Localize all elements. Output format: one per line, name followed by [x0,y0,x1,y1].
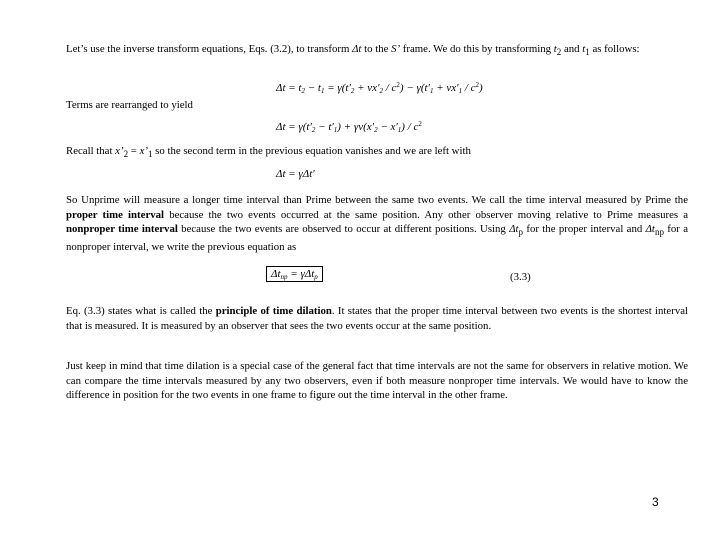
rearranged-paragraph [66,98,688,113]
eq-sub: 1 [320,87,325,95]
proper-time-term: proper time interval [66,208,165,221]
eq-sub: 1 [429,87,434,95]
time-dilation-paragraph [66,304,688,333]
eq-part: − t [305,82,321,94]
eq-sup: 2 [396,81,400,89]
eq-part: ) − γ(t′ [399,82,430,94]
eq-sub: 2 [311,126,316,134]
boxed-equation [266,266,323,282]
text: for the proper interval and [523,223,646,236]
t1-sub: 1 [585,47,590,58]
tp-sub: p [518,227,524,238]
equation-2 [276,117,422,138]
delta-t: Δt [352,43,362,55]
text: Eq. (3.3) states what is called the [66,305,216,317]
text: Recall that [66,145,116,157]
x1-sub: 1 [147,149,153,160]
eq-part: Δt = γΔt′ [276,168,315,180]
eq-sub: 1 [458,87,463,95]
eq-part: = γΔt [287,268,315,280]
eq-sub: 1 [333,126,338,134]
eq-part: ) + γv(x′ [337,121,375,133]
text: frame. We do this by transforming [400,43,554,55]
proper-time-paragraph [66,193,688,255]
eq-part: = γ(t′ [324,82,351,94]
text: So Unprime will measure a longer time interval than Prime between the same two events. We call the time interval measured by Prime the [66,194,688,206]
t1: t [582,43,586,55]
x2-sub: 2 [123,149,129,160]
eq-part: − t′ [315,121,334,133]
x1-prime: x’ [139,145,148,157]
text: to the [361,43,392,55]
text: = [128,145,140,157]
tnp-sub: np [654,227,664,238]
x2-prime: x’ [115,145,124,157]
eq-part: Δt = t [276,82,302,94]
eq-part: + vx′ [354,82,380,94]
text: Just keep in mind that time dilation is a special case of the general fact that time intervals are not the same for observers in relative motion. We can compare the time intervals measured by any two observers, even if both measure nonproper time intervals. We would have to know the difference in position for the two events in one frame to figure out the time interval in the other frame. [66,360,688,402]
text: so the second term in the previous equation vanishes and we are left with [152,145,471,157]
text: Let’s use the inverse transform equations, Eqs. (3.2), to transform [66,43,353,55]
closing-paragraph [66,359,688,403]
eq-sub: 1 [397,126,402,134]
delta-tp: Δt [509,223,519,236]
eq-part: Δt = γ(t′ [276,121,312,133]
eq-sub: np [280,273,288,281]
eq-part: − x′ [377,121,398,133]
equation-3-3 [266,267,323,285]
equation-1 [276,78,483,99]
text: as follows: [589,43,640,55]
text: Terms are rearranged to yield [66,99,193,111]
eq-sub: 2 [379,87,383,95]
nonproper-time-term: nonproper time interval [66,223,178,236]
eq-sub: 2 [374,126,378,134]
recall-paragraph [66,144,688,162]
equation-3 [276,167,315,182]
frame-s-prime: S’ [391,43,401,55]
text: for a nonproper interval, we write the previous equation as [66,223,688,253]
eq-part: + vx′ [433,82,459,94]
delta-tnp: Δt [645,223,655,236]
eq-part: / c [462,82,476,94]
text: because the two events are observed to occur at different positions. Using [177,223,510,236]
page-number: 3 [652,495,659,509]
text: . It states that the proper time interval between two events is the shortest interval that is measured. It is measured by an observer that sees the two events occur at the same position. [66,305,689,332]
text: and [561,43,583,55]
eq-part: ) [479,82,483,94]
eq-sub: p [314,273,318,281]
eq-sub: 2 [301,87,305,95]
t2-sub: 2 [556,47,562,58]
equation-number: (3.3) [510,271,531,283]
eq-part: / c [382,82,397,94]
eq-part: Δt [271,268,281,280]
eq-sup: 2 [418,120,422,128]
intro-paragraph [66,42,688,60]
eq-sub: 2 [350,87,355,95]
text: because the two events occurred at the same position. Any other observer moving relative to Prime measures a [164,208,689,221]
eq-sup: 2 [475,81,480,89]
eq-part: ) / c [401,121,419,133]
time-dilation-term: principle of time dilation [215,305,332,317]
t2: t [553,43,557,55]
